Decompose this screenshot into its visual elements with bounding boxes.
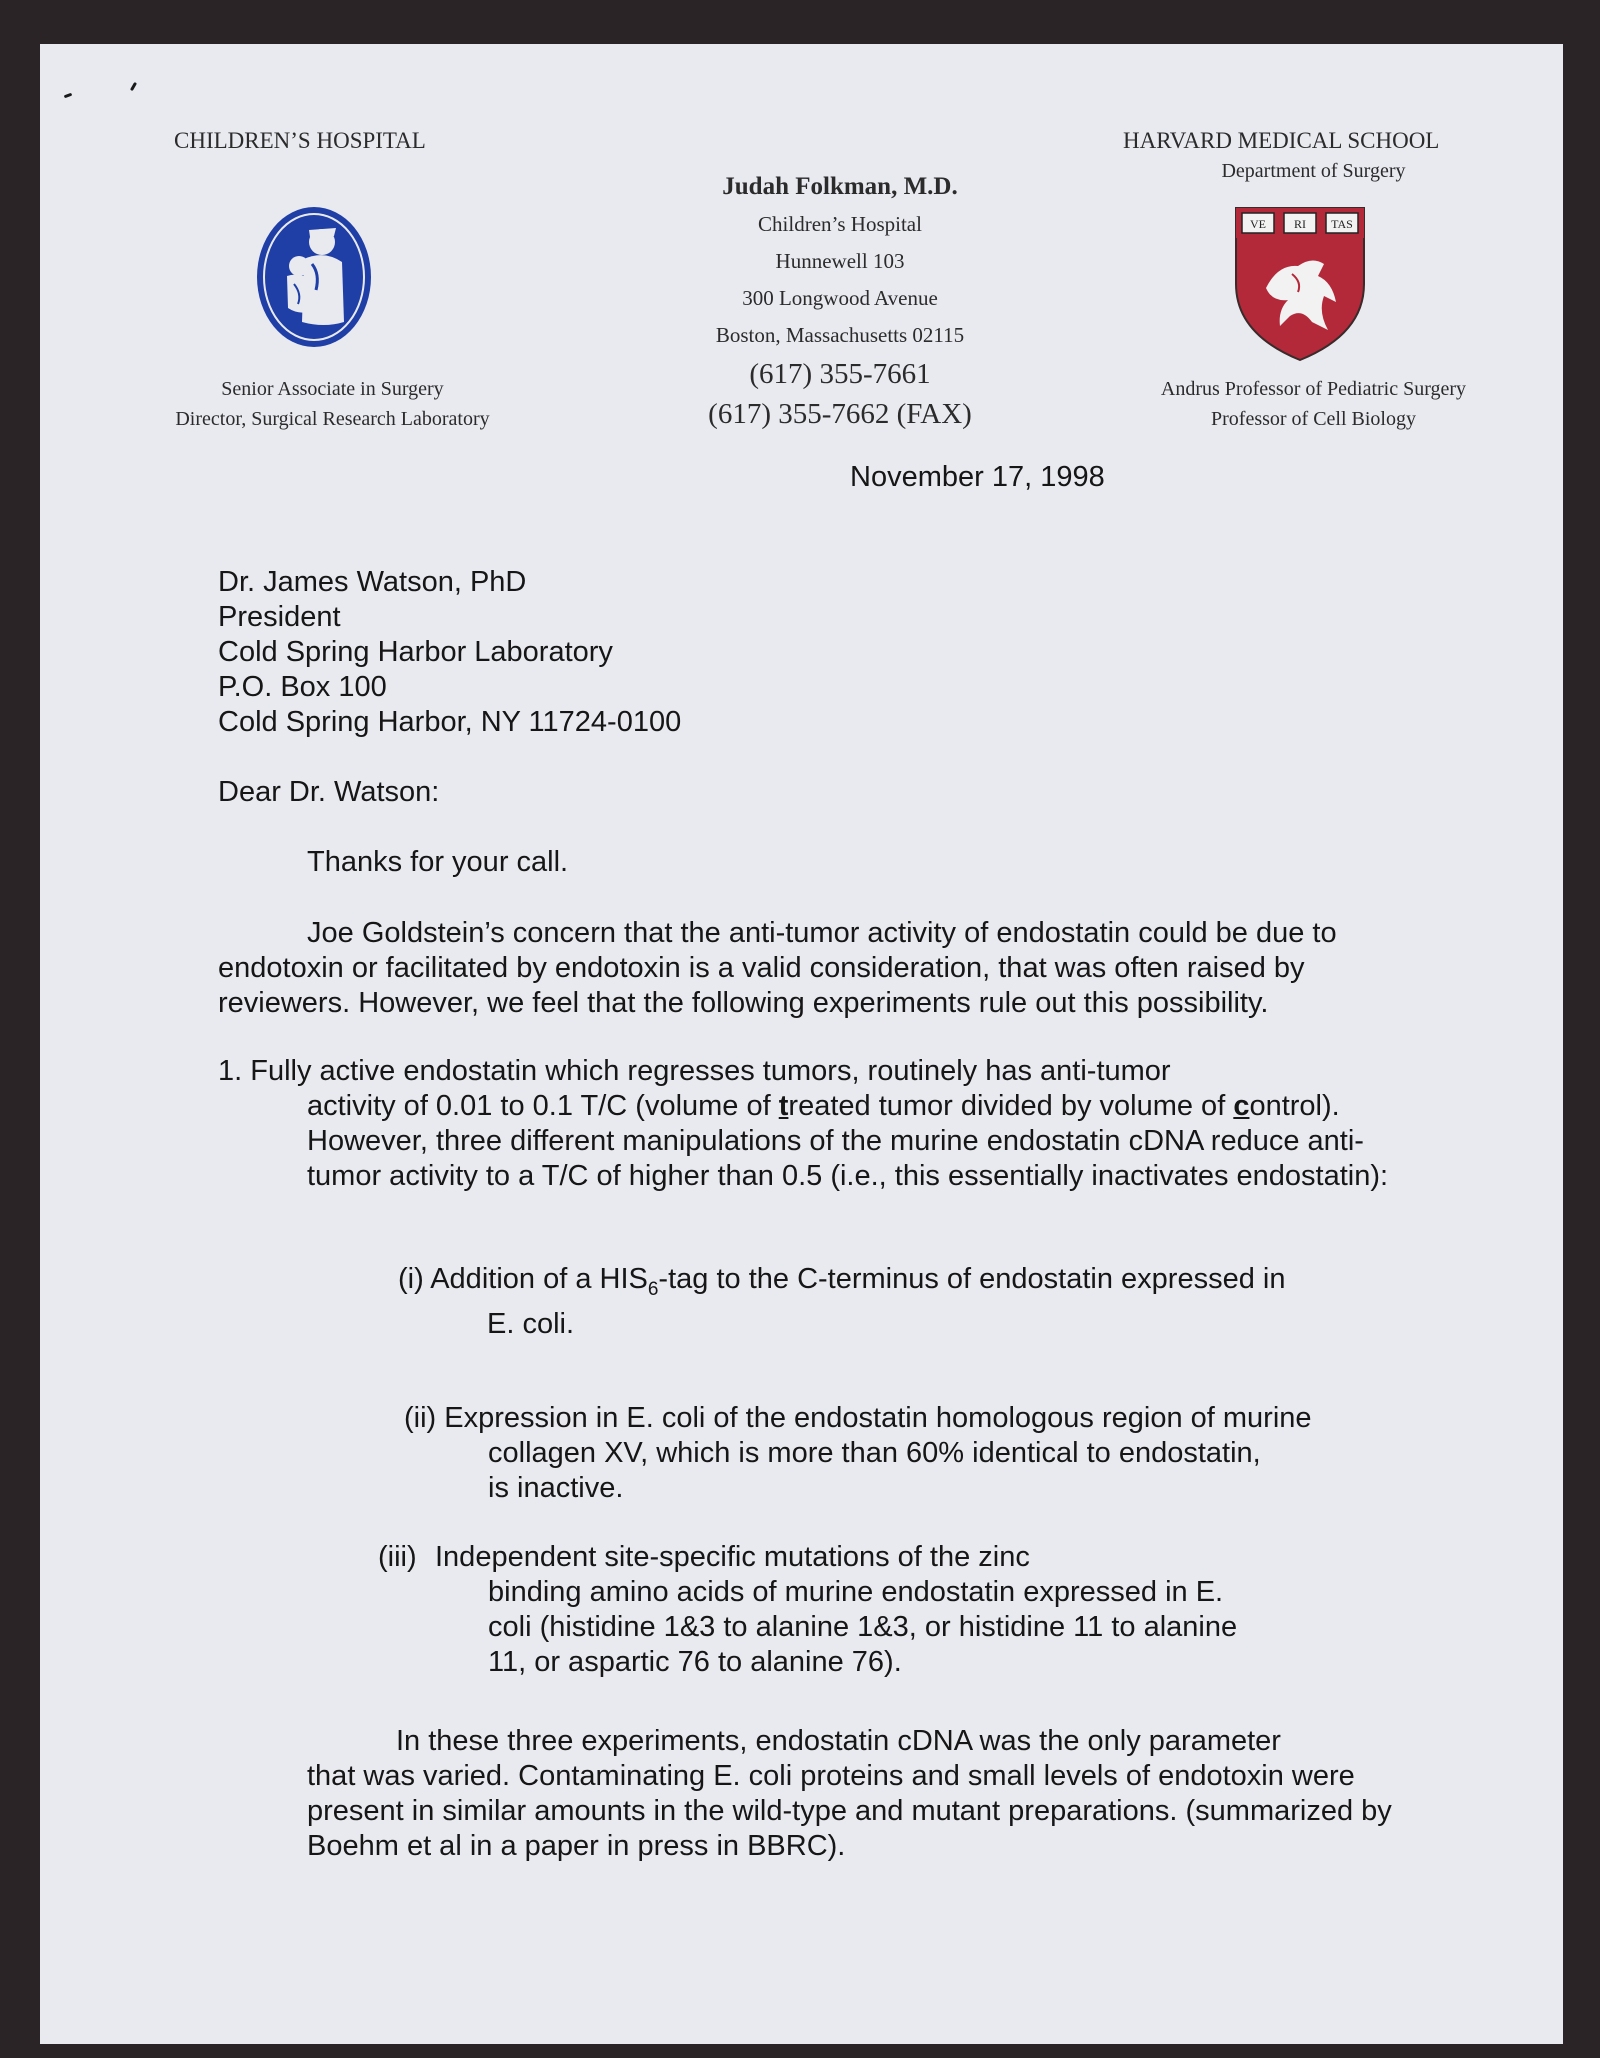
- recipient-line: Cold Spring Harbor, NY 11724-0100: [218, 706, 682, 738]
- sub-item-i-text: (i) Addition of a HIS: [398, 1263, 648, 1295]
- sender-address-line: Hunnewell 103: [775, 249, 905, 273]
- letter-page: [40, 44, 1563, 2044]
- shield-letters-ve: VE: [1250, 217, 1266, 231]
- paragraph-conclusion-rest: that was varied. Contaminating E. coli proteins and small levels of endotoxin were present in similar amounts in the wild-type and mutant preparations. (summarized by Boehm et al in a paper in press in BBRC).: [307, 1760, 1392, 1862]
- ink-mark: [130, 82, 137, 91]
- recipient-address: [218, 565, 1018, 740]
- paragraph-conclusion: [307, 1724, 1417, 1864]
- salutation: Dear Dr. Watson:: [218, 776, 440, 808]
- sub-item-ii-cont: collagen XV, which is more than 60% identical to endostatin, is inactive.: [488, 1437, 1261, 1504]
- sub-item-i-text-end: -tag to the C-terminus of endostatin expressed in: [658, 1263, 1286, 1295]
- item-1-activity-line: [307, 1089, 1433, 1124]
- recipient-line: Dr. James Watson, PhD: [218, 566, 527, 598]
- left-titles: [130, 374, 535, 434]
- department-title: Department of Surgery: [1221, 160, 1406, 182]
- sender-fax: (617) 355-7662 (FAX): [708, 398, 972, 430]
- sub-item-i-cont: E. coli.: [487, 1307, 575, 1340]
- sub-item-iii-label: (iii): [378, 1541, 417, 1573]
- sub-item-iii: [378, 1540, 1378, 1680]
- shield-letters-ri: RI: [1294, 217, 1306, 231]
- recipient-line: President: [218, 601, 341, 633]
- recipient-line: Cold Spring Harbor Laboratory: [218, 636, 613, 668]
- item-1: [218, 1054, 1433, 1194]
- harvard-shield-logo: [1232, 204, 1368, 364]
- item-1-treated-text: reated tumor divided by volume of: [788, 1090, 1234, 1122]
- control-letter: c: [1233, 1090, 1250, 1122]
- sender-address-line: Children’s Hospital: [758, 212, 922, 236]
- right-titles: [1123, 374, 1504, 434]
- andrus-professor-title: Andrus Professor of Pediatric Surgery: [1160, 378, 1467, 400]
- sender-address-line: Boston, Massachusetts 02115: [715, 323, 965, 347]
- shield-letters-tas: TAS: [1331, 217, 1353, 231]
- his-subscript: 6: [647, 1278, 659, 1300]
- sender-address-line: 300 Longwood Avenue: [742, 286, 938, 310]
- sub-item-iii-text: Independent site-specific mutations of the zinc: [435, 1541, 1030, 1573]
- sub-item-i: [398, 1262, 1398, 1342]
- sub-item-ii-first: (ii) Expression in E. coli of the endostatin homologous region of murine: [404, 1402, 1312, 1434]
- paragraph-conclusion-first: In these three experiments, endostatin cDNA was the only parameter: [396, 1725, 1281, 1757]
- item-1-body: [218, 1089, 1433, 1194]
- paragraph-concern: [218, 916, 1433, 1021]
- paragraph-thanks: Thanks for your call.: [307, 846, 569, 878]
- item-1-first-line: 1. Fully active endostatin which regresses tumors, routinely has anti-tumor: [218, 1055, 1171, 1087]
- letter-date: November 17, 1998: [850, 461, 1105, 493]
- recipient-line: P.O. Box 100: [218, 671, 387, 703]
- sub-item-iii-first: [378, 1540, 1378, 1575]
- director-title: Director, Surgical Research Laboratory: [175, 408, 490, 430]
- ink-mark: [64, 93, 73, 99]
- treated-letter: t: [778, 1090, 789, 1122]
- sub-item-i-first: [398, 1262, 1398, 1307]
- item-1-rest: However, three different manipulations of the murine endostatin cDNA reduce anti-tumor activity to a T/C of higher than 0.5 (i.e., this essentially inactivates endostatin):: [307, 1125, 1389, 1192]
- sub-item-ii: [404, 1401, 1404, 1506]
- paragraph-concern-text: Joe Goldstein’s concern that the anti-tumor activity of endostatin could be due to endotoxin or facilitated by endotoxin is a valid consideration, that was often raised by reviewers. However, we feel that the following experiments rule out this possibility.: [218, 917, 1337, 1019]
- childrens-hospital-title: CHILDREN’S HOSPITAL: [174, 128, 426, 153]
- item-1-activity-text: activity of 0.01 to 0.1 T/C (volume of: [307, 1090, 779, 1122]
- sender-phone: (617) 355-7661: [749, 358, 931, 390]
- senior-associate-title: Senior Associate in Surgery: [221, 378, 444, 400]
- item-1-control-text: ontrol).: [1249, 1090, 1340, 1122]
- childrens-hospital-logo: [254, 204, 374, 350]
- sender-block: [610, 168, 1070, 434]
- harvard-title: HARVARD MEDICAL SCHOOL: [1123, 128, 1440, 153]
- sub-item-iii-cont: binding amino acids of murine endostatin expressed in E. coli (histidine 1&3 to alanine 1&3, or histidine 11 to alanine 11, or aspartic 76 to alanine 76).: [488, 1576, 1238, 1678]
- sender-name: Judah Folkman, M.D.: [722, 173, 958, 200]
- cell-biology-title: Professor of Cell Biology: [1211, 408, 1416, 430]
